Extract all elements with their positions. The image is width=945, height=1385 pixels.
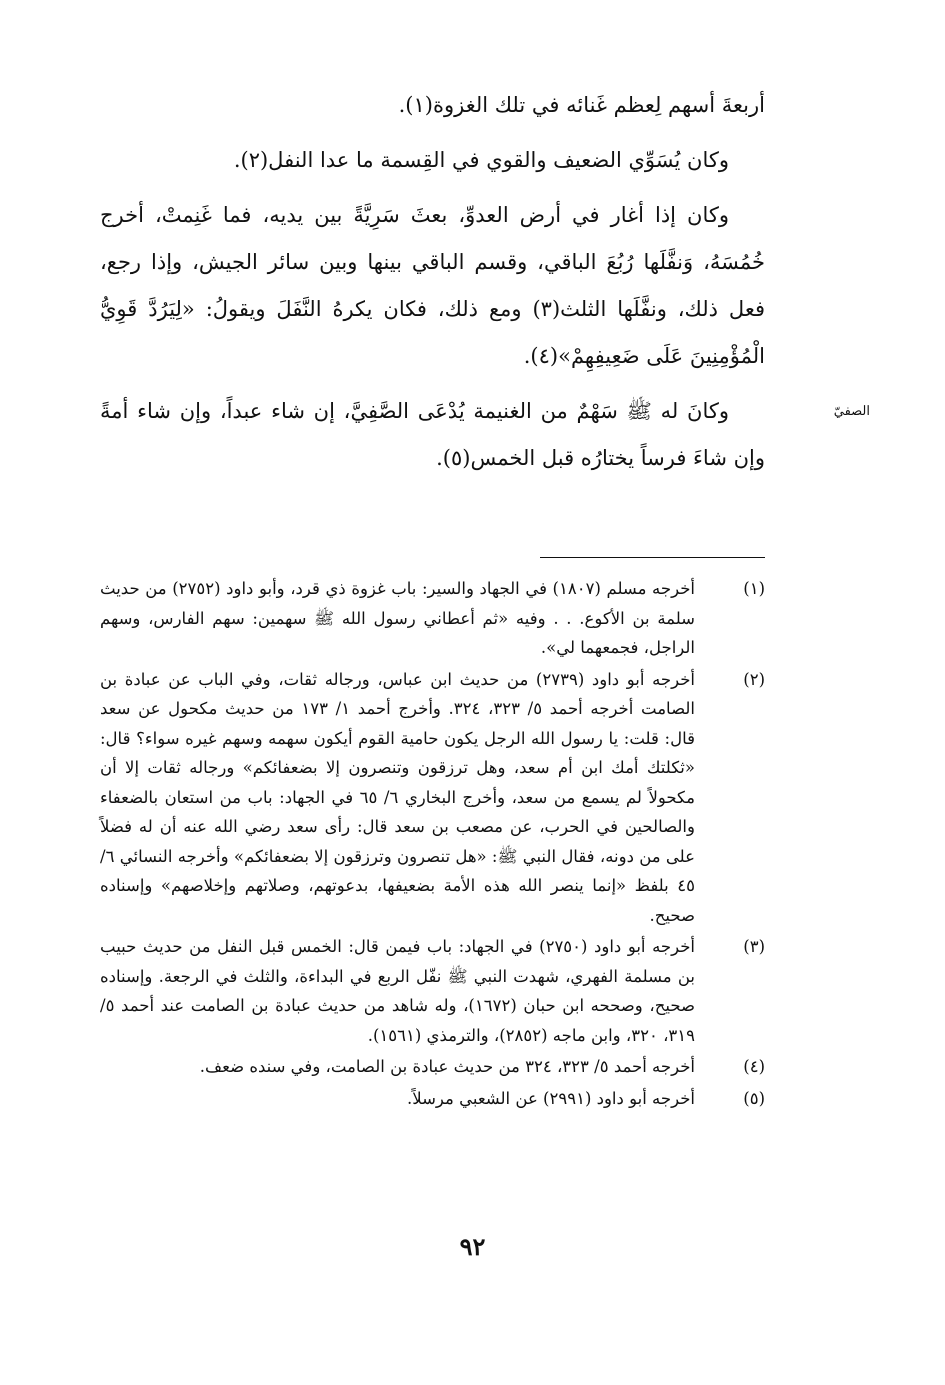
paragraph-1: أربعةَ أسهم لِعظم غَنائه في تلك الغزوة(١). bbox=[398, 93, 765, 117]
footnote-5 bbox=[100, 1084, 765, 1114]
paragraph-3: وكان إذا أغار في أرض العدوِّ، بعثَ سَرِيَّةً بين يديه، فما غَنِمتْ، أخرج خُمُسَهُ، وَنفَّلَها رُبُعَ الباقي، وقسم الباقي بينها وبين سائر الجيش، وإذا رجع، فعل ذلك، ونفَّلَها الثلث(٣) ومع ذلك، فكان يكرهُ النَّفَلَ ويقولُ: «لِيَرُدَّ قَوِيُّ الْمُؤْمِنِينَ عَلَى ضَعِيفِهِمْ»(٤). bbox=[100, 203, 766, 368]
footnote-3 bbox=[100, 932, 765, 1050]
page-number: ٩٢ bbox=[459, 1232, 486, 1261]
footnote-number: (٥) bbox=[743, 1088, 765, 1108]
footnote-text: أخرجه أبو داود (٢٧٥٠) في الجهاد: باب فيمن قال: الخمس قبل النفل من حديث حبيب بن مسلمة الفهري، شهدت النبي ﷺ نفّل الربع في البداءة، والثلث في الرجعة. وإسناده صحيح، وصححه ابن حبان (١٦٧٢)، وله شاهد من حديث عبادة بن الصامت عند أحمد ٥/ ٣١٩، ٣٢٠، وابن ماجه (٢٨٥٢)، والترمذي (١٥٦١). bbox=[100, 937, 696, 1045]
footnote-number: (١) bbox=[743, 579, 765, 598]
footnote-text: أخرجه مسلم (١٨٠٧) في الجهاد والسير: باب غزوة ذي قرد، وأبو داود (٢٧٥٢) من حديث سلمة بن الأكوع. . . وفيه «ثم أعطاني رسول الله ﷺ سهمين: سهم الفارس، وسهم الراجل، فجمعهما لي». bbox=[100, 579, 695, 657]
paragraph-4: وكانَ له ﷺ سَهْمٌ من الغنيمة يُدْعَى الصَّفِيَّ، إن شاء عبداً، وإن شاء أمةً وإن شاءَ فرساً يختارُه قبل الخمس(٥). bbox=[100, 399, 765, 470]
footnote-4 bbox=[100, 1052, 765, 1082]
margin-note: الصفيّ bbox=[833, 404, 870, 419]
footnote-number: (٤) bbox=[743, 1057, 765, 1076]
footnote-number: (٣) bbox=[743, 937, 765, 956]
footnote-number: (٢) bbox=[743, 669, 765, 689]
footnote-2 bbox=[100, 665, 765, 931]
footnote-text: أخرجه أحمد ٥/ ٣٢٣، ٣٢٤ من حديث عبادة بن الصامت، وفي سنده ضعف. bbox=[199, 1057, 695, 1076]
footnote-1 bbox=[100, 574, 765, 663]
paragraph-2: وكان يُسَوِّي الضعيف والقوي في القِسمة ما عدا النفل(٢). bbox=[233, 148, 729, 172]
footnote-separator bbox=[540, 557, 765, 558]
footnotes bbox=[100, 574, 765, 1115]
footnote-text: أخرجه أبو داود (٢٧٣٩) من حديث ابن عباس، ورجاله ثقات، وفي الباب عن عبادة بن الصامت أخرجه أحمد ٥/ ٣٢٣، ٣٢٤. وأخرج أحمد ١/ ١٧٣ من حديث مكحول عن سعد قال: قلت: يا رسول الله الرجل يكون حامية القوم أيكون سهمه وسهم غيره سواء؟ قال: «ثكلتك أمك ابن أم سعد، وهل ترزقون وتنصرون إلا بضعفائكم» ورجاله ثقات إلا أن مكحولاً لم يسمع من سعد، وأخرج البخاري ٦/ ٦٥ في الجهاد: باب من استعان بالضعفاء والصالحين في الحرب، عن مصعب بن سعد قال: رأى سعد رضي الله عنه أن له فضلاً على من دونه، فقال النبي ﷺ: «هل تنصرون وترزقون إلا بضعفائكم» وأخرجه النسائي ٦/ ٤٥ بلفظ «إنما ينصر الله هذه الأمة بضعيفها، بدعوتهم، وصلاتهم وإخلاصهم» وإسناده صحيح. bbox=[100, 669, 696, 925]
main-body-text bbox=[100, 82, 765, 490]
footnote-text: أخرجه أبو داود (٢٩٩١) عن الشعبي مرسلاً. bbox=[407, 1088, 695, 1108]
